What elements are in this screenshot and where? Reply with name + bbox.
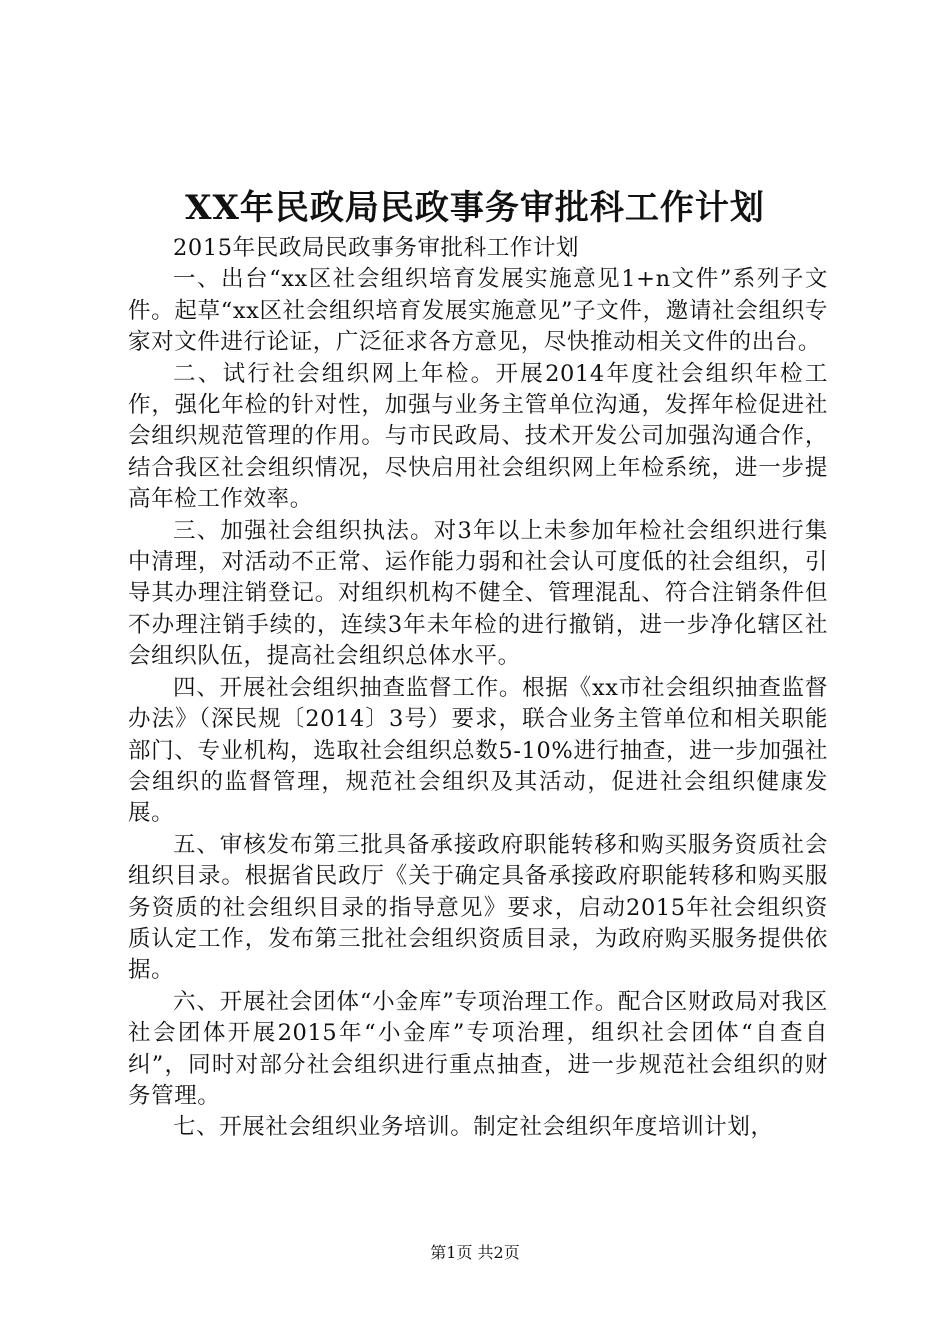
paragraph-item-4: 四、开展社会组织抽查监督工作。根据《xx市社会组织抽查监督办法》（深民规〔2014〕3号）要求，联合业务主管单位和相关职能部门、专业机构，选取社会组织总数5-10%进行抽查，进一步加强社会组织的监督管理，规范社会组织及其活动，促进社会组织健康发展。 [128,674,828,827]
paragraph-item-6: 六、开展社会团体“小金库”专项治理工作。配合区财政局对我区社会团体开展2015年“小金库”专项治理，组织社会团体“自查自纠”，同时对部分社会组织进行重点抽查，进一步规范社会组织的财务管理。 [128,988,828,1109]
paragraph-item-2: 二、试行社会组织网上年检。开展2014年度社会组织年检工作，强化年检的针对性，加强与业务主管单位沟通，发挥年检促进社会组织规范管理的作用。与市民政局、技术开发公司加强沟通合作，结合我区社会组织情况，尽快启用社会组织网上年检系统，进一步提高年检工作效率。 [128,360,828,513]
document-title: XX年民政局民政事务审批科工作计划 [185,188,765,228]
paragraph-item-3: 三、加强社会组织执法。对3年以上未参加年检社会组织进行集中清理，对活动不正常、运作能力弱和社会认可度低的社会组织，引导其办理注销登记。对组织机构不健全、管理混乱、符合注销条件但不办理注销手续的，连续3年未年检的进行撤销，进一步净化辖区社会组织队伍，提高社会组织总体水平。 [128,517,828,670]
paragraph-item-1: 一、出台“xx区社会组织培育发展实施意见1+n文件”系列子文件。起草“xx区社会组织培育发展实施意见”子文件，邀请社会组织专家对文件进行论证，广泛征求各方意见，尽快推动相关文件的出台。 [128,266,828,356]
page-number-footer: 第1页 共2页 [430,1243,520,1262]
document-body [128,233,828,1144]
paragraph-item-5: 五、审核发布第三批具备承接政府职能转移和购买服务资质社会组织目录。根据省民政厅《关于确定具备承接政府职能转移和购买服务资质的社会组织目录的指导意见》要求，启动2015年社会组织资质认定工作，发布第三批社会组织资质目录，为政府购买服务提供依据。 [128,831,828,984]
paragraph-subtitle: 2015年民政局民政事务审批科工作计划 [173,235,580,261]
paragraph-item-7: 七、开展社会组织业务培训。制定社会组织年度培训计划， [173,1114,774,1141]
